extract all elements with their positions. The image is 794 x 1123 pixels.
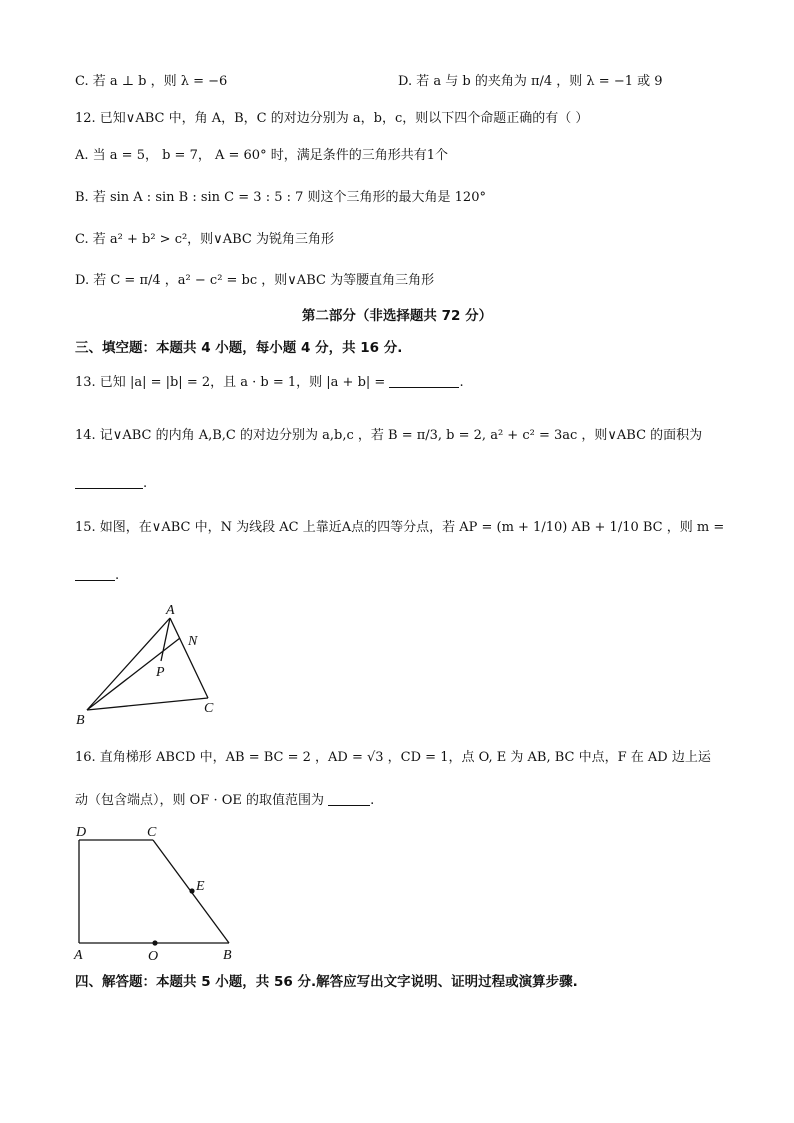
q14-line2: . (75, 474, 147, 494)
trapezoid-figure (70, 822, 250, 964)
q11-option-d: D. 若 a 与 b 的夹角为 π/4 ，则 λ = −1 或 9 (398, 74, 663, 89)
q15-answer-blank[interactable] (75, 566, 115, 581)
point-o (152, 940, 157, 945)
point-e (189, 888, 194, 893)
label-d: D (76, 825, 87, 840)
triangle-figure (70, 598, 230, 730)
q16-stem: 动（包含端点），则 OF · OE 的取值范围为 (75, 793, 324, 808)
segment-bn (87, 638, 180, 710)
label-e: E (196, 879, 205, 894)
section3-title: 三、填空题：本题共 4 小题，每小题 4 分，共 16 分. (75, 340, 403, 356)
label-p: P (156, 665, 165, 680)
q15-text: 15. 如图，在∨ABC 中，N 为线段 AC 上靠近A点的四等分点，若 AP = (m + 1/10) AB + 1/10 BC ，则 m = (75, 520, 725, 535)
label-n: N (188, 634, 198, 649)
label-o: O (148, 949, 159, 964)
label-b: B (223, 948, 232, 963)
q12-option-d: D. 若 C = π/4 ，a² − c² = bc ，则∨ABC 为等腰直角三角形 (75, 273, 435, 288)
q14-answer-blank[interactable] (75, 474, 143, 489)
q12-option-a: A. 当 a = 5， b = 7， A = 60° 时，满足条件的三角形共有1个 (75, 148, 448, 163)
q14-text: 14. 记∨ABC 的内角 A,B,C 的对边分别为 a,b,c ，若 B = π/3, b = 2, a² + c² = 3ac ，则∨ABC 的面积为 (75, 428, 703, 443)
q12-option-c: C. 若 a² + b² > c²，则∨ABC 为锐角三角形 (75, 232, 334, 247)
q12-option-b: B. 若 sin A : sin B : sin C = 3 : 5 : 7 则这个三角形的最大角是 120° (75, 190, 486, 205)
q15-line2: . (75, 566, 119, 586)
label-c: C (147, 825, 157, 840)
q16-answer-blank[interactable] (328, 791, 370, 806)
segment-ab (87, 618, 170, 710)
q13-answer-blank[interactable] (389, 373, 459, 388)
segment-ap (161, 618, 170, 661)
segment-ac (170, 618, 208, 698)
q13-text: 13. 已知 |a| = |b| = 2，且 a · b = 1，则 |a + b| = . (75, 375, 464, 390)
part2-title: 第二部分（非选择题共 72 分） (301, 308, 493, 324)
label-c: C (204, 701, 214, 716)
segment-bc (87, 698, 208, 710)
q13-stem: 13. 已知 |a| = |b| = 2，且 a · b = 1，则 |a + b| = (75, 375, 386, 390)
label-a: A (74, 948, 83, 963)
section4-title: 四、解答题：本题共 5 小题，共 56 分.解答应写出文字说明、证明过程或演算步骤. (75, 974, 578, 990)
label-b: B (76, 713, 85, 728)
q16-line2: 动（包含端点），则 OF · OE 的取值范围为 . (75, 793, 375, 808)
q16-line1: 16. 直角梯形 ABCD 中，AB = BC = 2 ，AD = √3 ，CD = 1，点 O, E 为 AB, BC 中点，F 在 AD 边上运 (75, 750, 711, 765)
q12-stem: 12. 已知∨ABC 中，角 A，B，C 的对边分别为 a，b，c，则以下四个命题正确的有（ ） (75, 111, 589, 126)
label-a: A (166, 603, 175, 618)
q11-option-c: C. 若 a ⊥ b ，则 λ = −6 (75, 74, 228, 89)
